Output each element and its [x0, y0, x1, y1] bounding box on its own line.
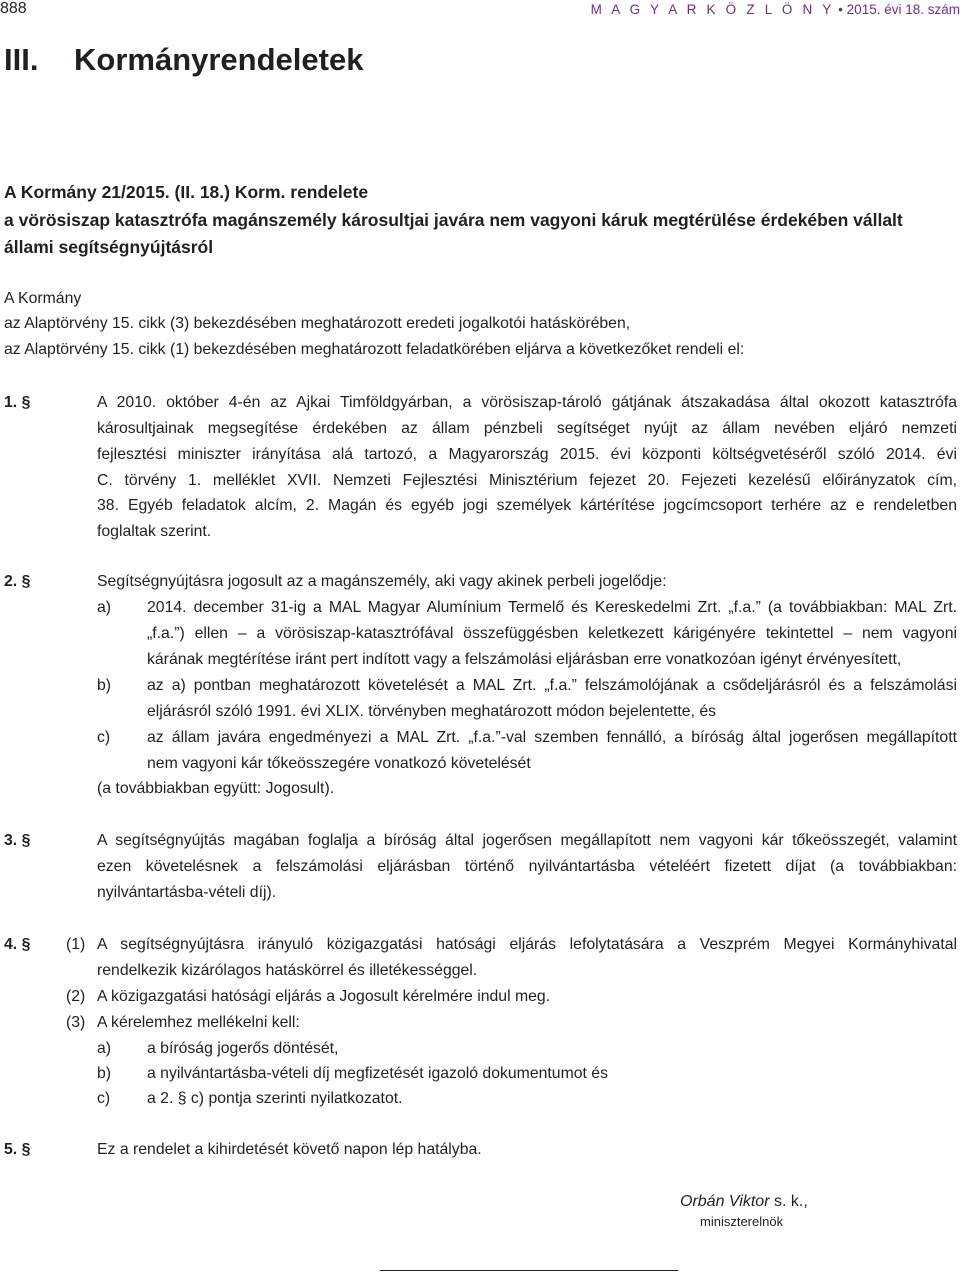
section-2-item-b-marker: b) — [97, 677, 112, 694]
decree-title-line-2: a vörösiszap katasztrófa magánszemély károsultjai javára nem vagyoni káruk megtérülése érdekében vállalt — [4, 210, 903, 230]
section-2-item-a-line-2: „f.a.”) ellen – a vörösiszap-katasztrófával összefüggésben keletkezett kárigényére tekintettel – nem vagyoni — [147, 625, 957, 642]
section-2-item-b-line-1: az a) pontban meghatározott követelését a MAL Zrt. „f.a.” felszámolójának a csődeljárásról és a felszámolási — [147, 677, 957, 694]
decree-title-line-3: állami segítségnyújtásról — [4, 237, 214, 257]
section-4-item-b: a nyilvántartásba-vételi díj megfizetését igazoló dokumentumot és — [147, 1065, 608, 1082]
section-1-line-5: 38. Egyéb feladatok alcím, 2. Magán és egyéb jogi személyek kártérítése jogcímcsoport terhére az e rendeletben — [97, 497, 957, 514]
section-4-label: 4. § — [4, 936, 31, 953]
section-4-item-b-marker: b) — [97, 1065, 112, 1082]
section-4-item-c: a 2. § c) pontja szerinti nyilatkozatot. — [147, 1090, 403, 1107]
section-4-par-1-line-2: rendelkezik kizárólagos hatáskörrel és illetékességgel. — [97, 962, 478, 979]
header-bullet: • — [838, 2, 843, 17]
section-2-label: 2. § — [4, 573, 31, 590]
section-5-label: 5. § — [4, 1141, 31, 1158]
signatory-title: miniszterelnök — [700, 1214, 784, 1229]
section-4-par-3-line-1: A kérelemhez mellékelni kell: — [97, 1014, 300, 1031]
section-2-item-c-line-2: nem vagyoni kár tőkeösszegére vonatkozó követelését — [147, 755, 531, 772]
section-4-par-2-line-1: A közigazgatási hatósági eljárás a Jogosult kérelmére indul meg. — [97, 988, 551, 1005]
page-number: 888 — [0, 0, 27, 17]
section-3-label: 3. § — [4, 832, 31, 849]
section-number: III. — [4, 42, 39, 77]
section-4-item-a-marker: a) — [97, 1040, 112, 1057]
journal-name: M A G Y A R K Ö Z L Ö N Y — [590, 2, 835, 17]
section-1-line-1: A 2010. október 4-én az Ajkai Timföldgyárban, a vörösiszap-tároló gátjának átszakadása által okozott katasztrófa — [97, 394, 957, 411]
preamble-line-3: az Alaptörvény 15. cikk (1) bekezdésében meghatározott feladatkörében eljárva a következőket rendeli el: — [4, 341, 745, 358]
section-1-line-6: foglaltak szerint. — [97, 523, 212, 540]
preamble-line-1: A Kormány — [4, 290, 82, 307]
section-4-par-1-line-1: A segítségnyújtásra irányuló közigazgatási hatósági eljárás lefolytatására a Veszprém Megyei Kormányhivatal — [97, 936, 957, 953]
section-2-item-a-line-1: 2014. december 31-ig a MAL Magyar Alumínium Termelő és Kereskedelmi Zrt. „f.a.” (a továbbiakban: MAL Zrt. — [147, 599, 957, 616]
section-title: Kormányrendeletek — [74, 42, 364, 77]
section-1-line-3: fejlesztési miniszter irányítása alá tartozó, a Magyarország 2015. évi központi költségvetéséről szóló 2014. évi — [97, 446, 957, 463]
footer-divider — [380, 1270, 678, 1271]
section-2-item-c-line-1: az állam javára engedményezi a MAL Zrt. „f.a.”-val szemben fennálló, a bíróság által jogerősen megállapított — [147, 729, 957, 746]
decree-title-line-1: A Kormány 21/2015. (II. 18.) Korm. rendelete — [4, 182, 369, 202]
section-2-item-a-marker: a) — [97, 599, 112, 616]
section-1-line-2: károsultjainak megsegítése érdekében az állam pénzbeli segítséget nyújt az állam nevében eljáró nemzeti — [97, 420, 957, 437]
section-4-item-a: a bíróság jogerős döntését, — [147, 1040, 339, 1057]
section-1-line-4: C. törvény 1. melléklet XVII. Nemzeti Fejlesztési Minisztérium fejezet 20. Fejezeti kezelésű előirányzatok cím, — [97, 472, 957, 489]
section-4-par-2-marker: (2) — [66, 988, 86, 1005]
signature — [680, 1193, 808, 1211]
section-3-line-2: ezen követelésnek a felszámolási eljárásban történő nyilvántartásba vételéért fizetett díjat (a továbbiakban: — [97, 858, 957, 875]
section-4-par-3-marker: (3) — [66, 1014, 86, 1031]
section-2-item-b-line-2: eljárásról szóló 1991. évi XLIX. törvényben meghatározott módon bejelentette, és — [147, 703, 717, 720]
preamble-line-2: az Alaptörvény 15. cikk (3) bekezdésében meghatározott eredeti jogalkotói hatáskörében, — [4, 315, 631, 332]
journal-title — [591, 2, 960, 17]
signatory-name: Orbán Viktor — [680, 1193, 770, 1210]
section-2-intro: Segítségnyújtásra jogosult az a magánszemély, aki vagy akinek perbeli jogelődje: — [97, 573, 667, 590]
section-3-line-3: nyilvántartásba-vételi díj). — [97, 884, 277, 901]
section-2-item-a-line-3: kárának megtérítése iránt pert indított vagy a felszámolási eljárásban erre vonatkozóan igényt érvényesített, — [147, 651, 902, 668]
section-heading — [4, 42, 363, 78]
section-2-item-c-marker: c) — [97, 729, 111, 746]
section-4-par-1-marker: (1) — [66, 936, 86, 953]
issue-number: 2015. évi 18. szám — [846, 2, 960, 17]
section-2-closing: (a továbbiakban együtt: Jogosult). — [97, 780, 335, 797]
section-4-item-c-marker: c) — [97, 1090, 111, 1107]
page-header — [0, 0, 960, 24]
section-3-line-1: A segítségnyújtás magában foglalja a bíróság által jogerősen megállapított nem vagyoni kár tőkeösszegét, valamint — [97, 832, 957, 849]
section-1-label: 1. § — [4, 394, 31, 411]
signature-suffix: s. k., — [769, 1193, 808, 1210]
section-5-line-1: Ez a rendelet a kihirdetését követő napon lép hatályba. — [97, 1141, 482, 1158]
